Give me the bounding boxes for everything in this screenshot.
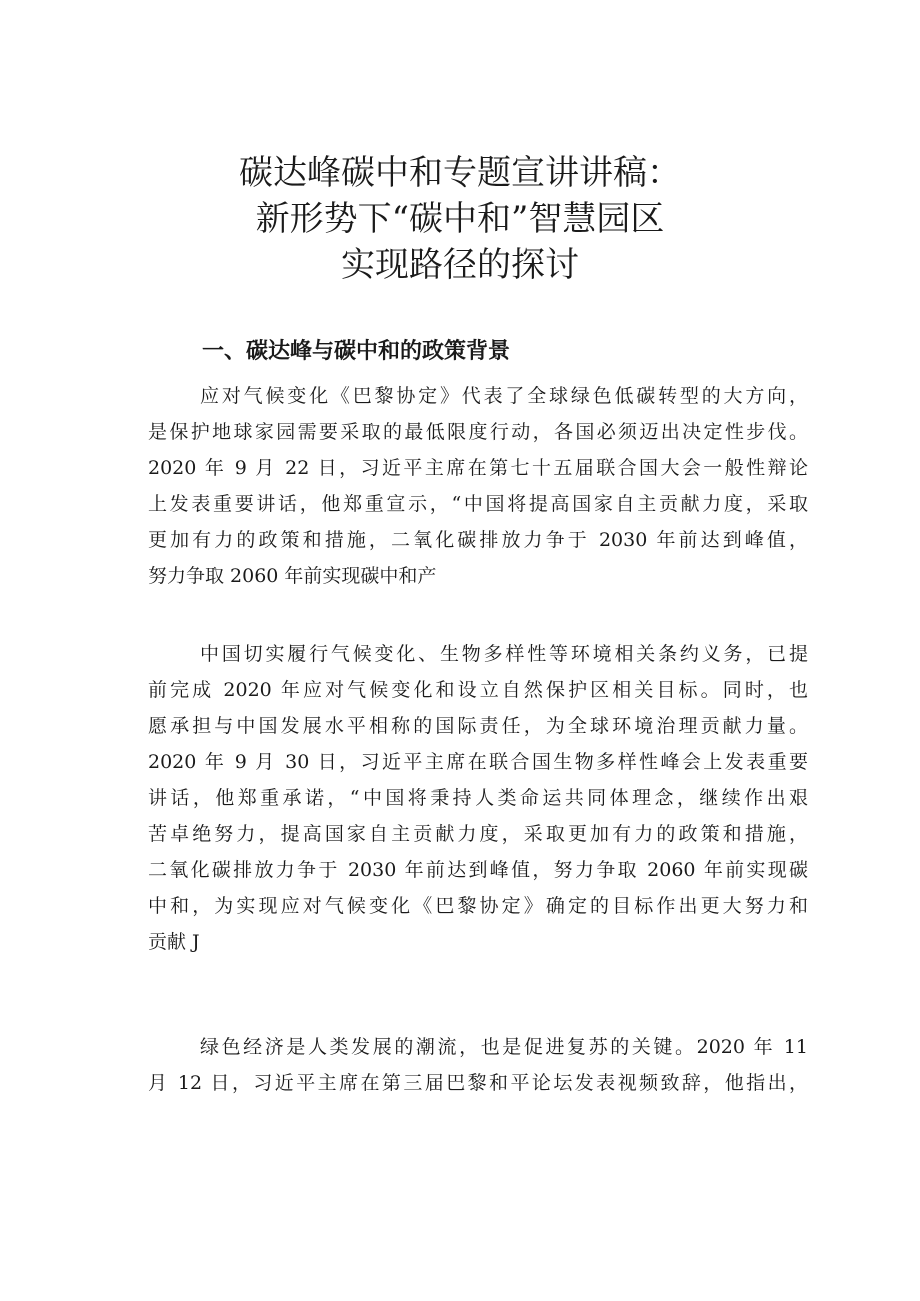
paragraph-line: 绿色经济是人类发展的潮流，也是促进复苏的关键。2020 年 11 [200,1036,808,1058]
paragraph-line: 二氧化碳排放力争于 2030 年前达到峰值，努力争取 2060 年前实现碳 [148,859,808,881]
paragraph-line: 是保护地球家园需要采取的最低限度行动，各国必须迈出决定性步伐。 [148,421,808,443]
paragraph-line: 愿承担与中国发展水平相称的国际责任，为全球环境治理贡献力量。 [148,715,808,737]
paragraph-line: 2020 年 9 月 30 日，习近平主席在联合国生物多样性峰会上发表重要 [148,751,808,773]
paragraph-line: 努力争取 2060 年前实现碳中和产 [148,565,437,587]
title-line: 新形势下“碳中和”智慧园区 [255,199,665,239]
paragraph-line: 2020 年 9 月 22 日，习近平主席在第七十五届联合国大会一般性辩论 [148,457,808,479]
paragraph [148,1029,808,1101]
section-heading: 一、碳达峰与碳中和的政策背景 [202,339,511,364]
paragraph-line: 贡献 J [148,931,200,953]
paragraph [148,636,808,960]
paragraph-line: 苦卓绝努力，提高国家自主贡献力度，采取更加有力的政策和措施， [148,823,808,845]
title-line: 实现路径的探讨 [341,245,579,285]
paragraph-line: 前完成 2020 年应对气候变化和设立自然保护区相关目标。同时，也 [148,679,808,701]
paragraph-line: 更加有力的政策和措施，二氧化碳排放力争于 2030 年前达到峰值， [148,529,808,551]
paragraph-line: 中国切实履行气候变化、生物多样性等环境相关条约义务，已提 [200,643,808,665]
paragraph-line: 中和，为实现应对气候变化《巴黎协定》确定的目标作出更大努力和 [148,895,808,917]
document-title [0,150,920,288]
paragraph-line: 应对气候变化《巴黎协定》代表了全球绿色低碳转型的大方向， [200,385,808,407]
paragraph-line: 月 12 日，习近平主席在第三届巴黎和平论坛发表视频致辞，他指出， [148,1072,808,1094]
paragraph-line: 讲话，他郑重承诺，“中国将秉持人类命运共同体理念，继续作出艰 [148,787,808,809]
paragraph [148,378,808,594]
paragraph-line: 上发表重要讲话，他郑重宣示，“中国将提高国家自主贡献力度，采取 [148,493,808,515]
title-line: 碳达峰碳中和专题宣讲讲稿： [239,153,681,193]
